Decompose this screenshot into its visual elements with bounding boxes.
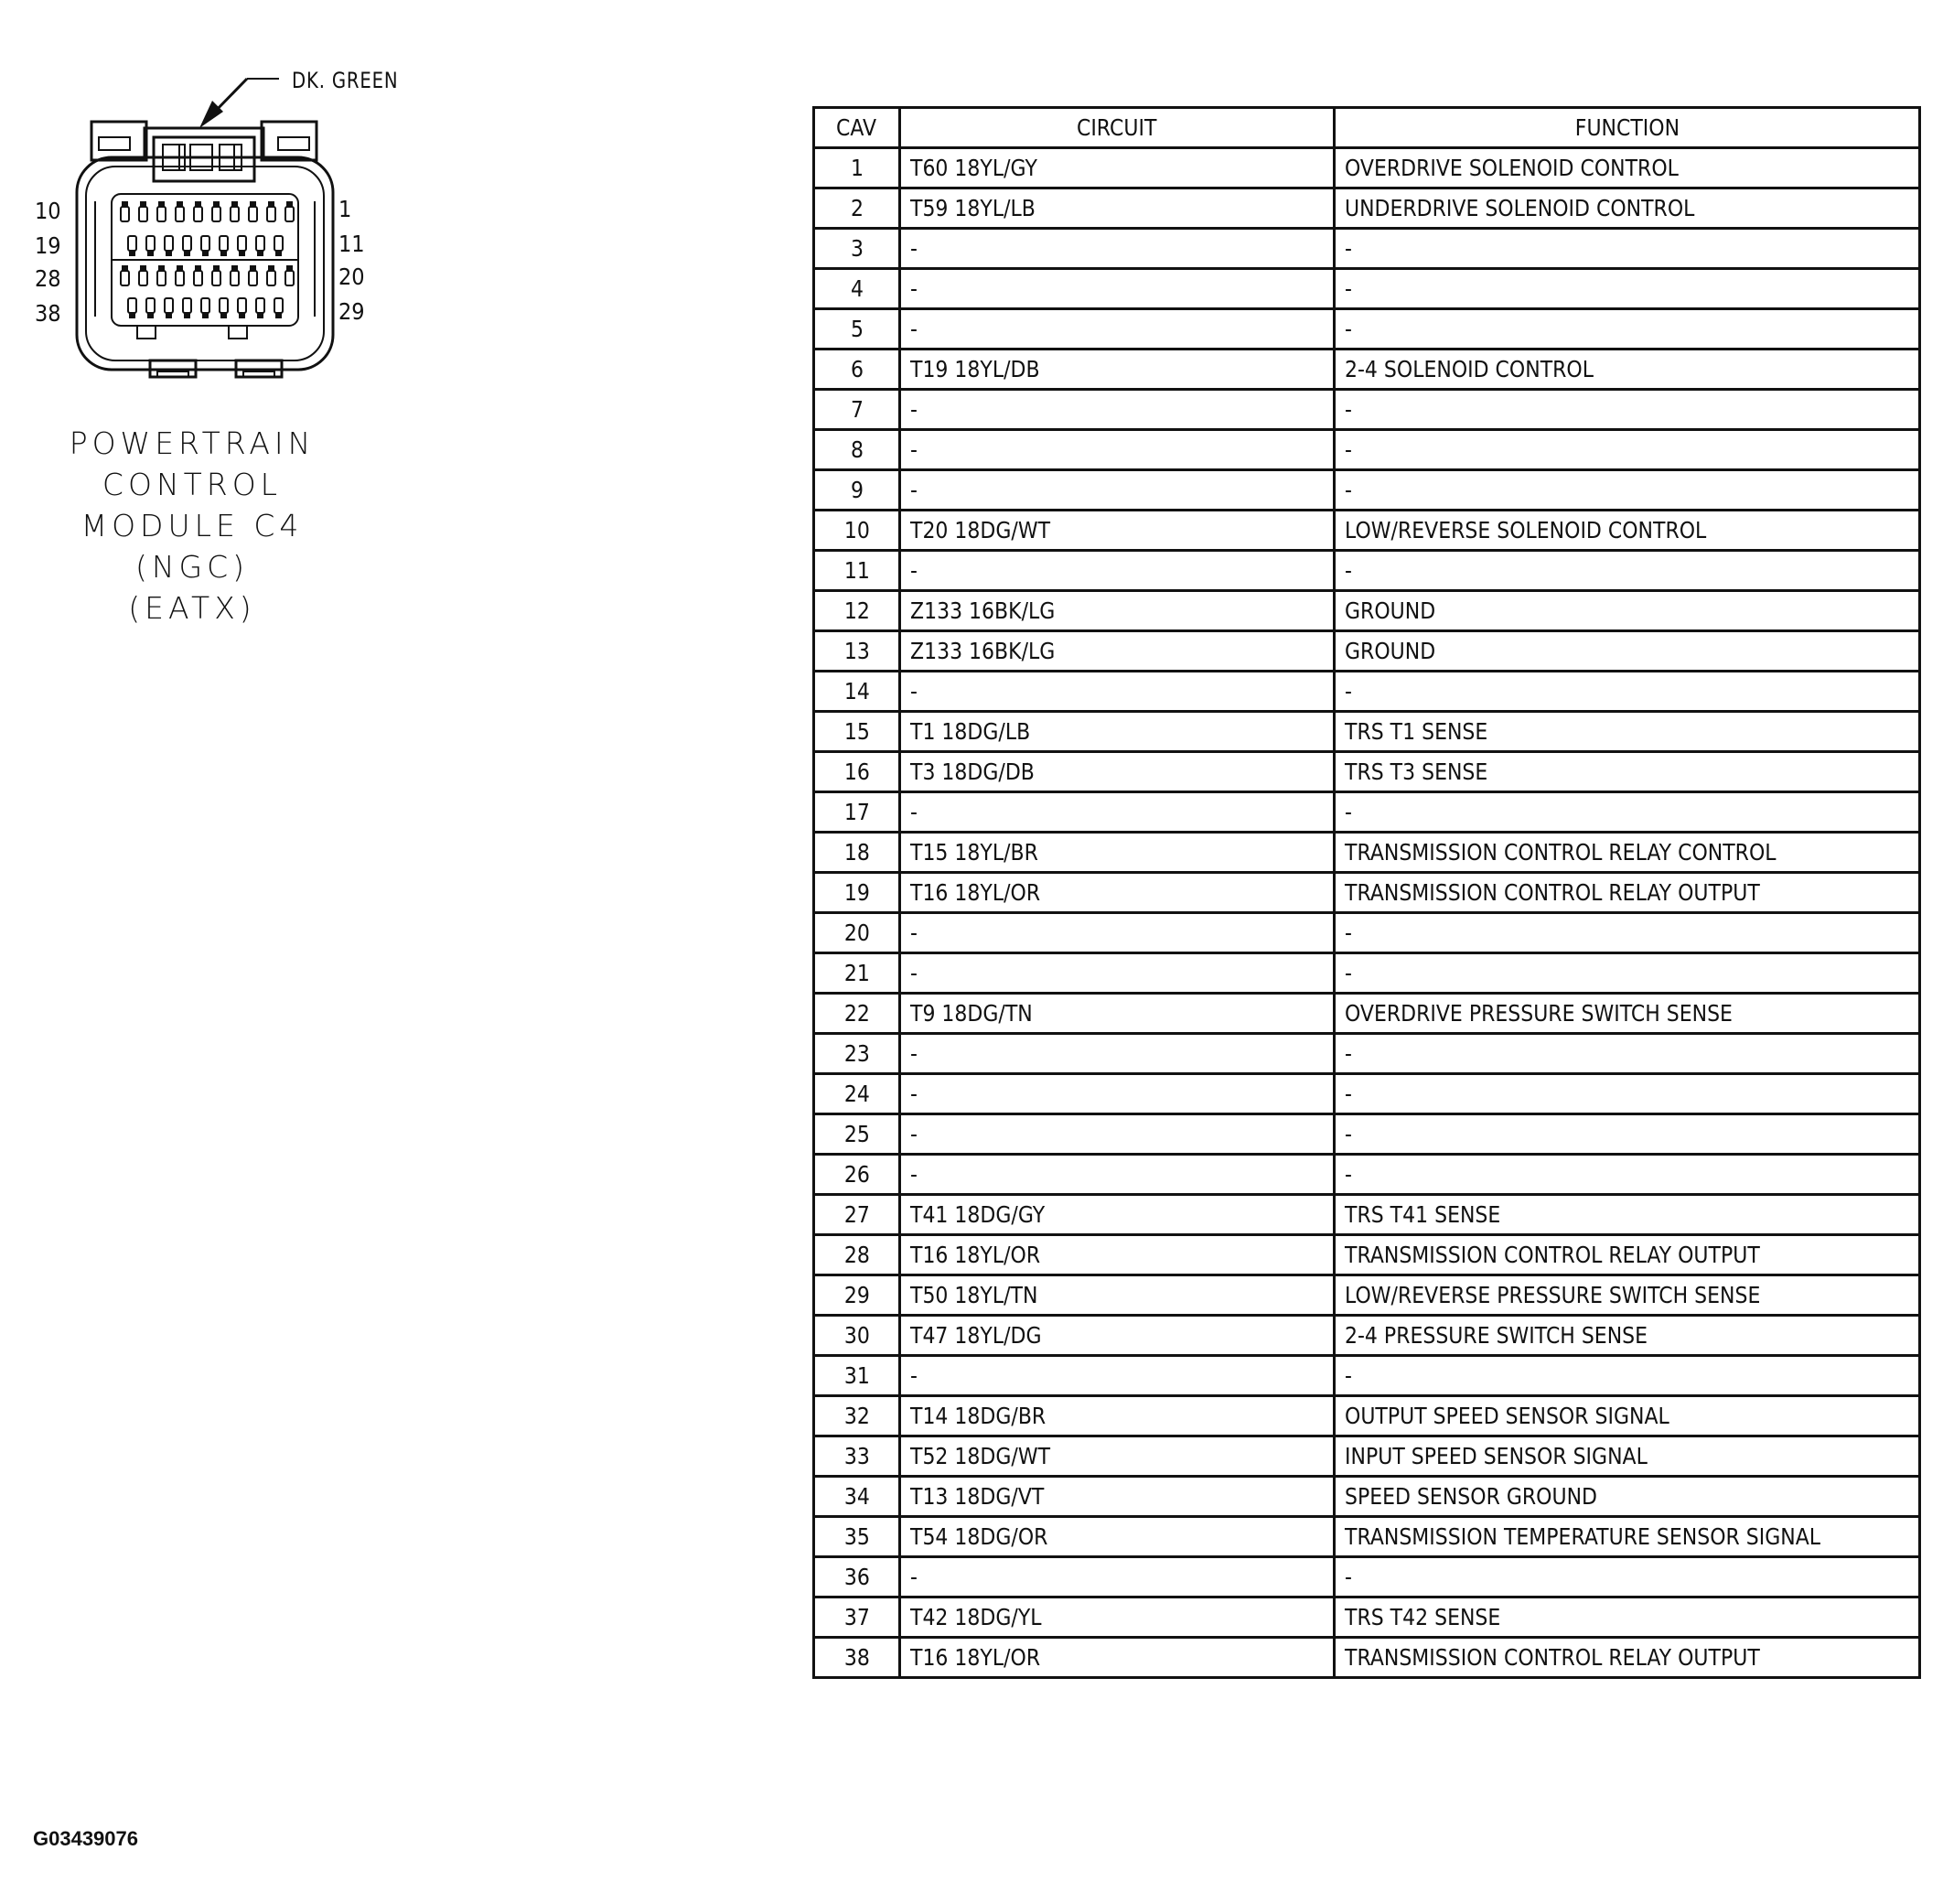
table-row	[814, 1114, 1920, 1155]
circuit-cell: T19 18YL/DB	[900, 350, 1335, 390]
pin-terminal	[176, 271, 184, 285]
function-cell: INPUT SPEED SENSOR SIGNAL	[1335, 1436, 1920, 1477]
function-cell: -	[1335, 430, 1920, 470]
connector-title-line-5: (EATX)	[128, 590, 256, 626]
function-cell: -	[1335, 792, 1920, 833]
function-cell: -	[1335, 229, 1920, 269]
function-cell: -	[1335, 1114, 1920, 1155]
circuit-cell: T9 18DG/TN	[900, 994, 1335, 1034]
function-cell: -	[1335, 551, 1920, 591]
cav-cell: 29	[814, 1275, 900, 1316]
pin-latch	[221, 313, 226, 317]
pin-latch	[221, 251, 226, 255]
circuit-cell: -	[900, 551, 1335, 591]
cav-cell: 2	[814, 188, 900, 229]
table-row	[814, 350, 1920, 390]
pin-terminal	[194, 207, 202, 221]
cav-cell: 9	[814, 470, 900, 511]
header-function: FUNCTION	[1335, 108, 1920, 148]
circuit-cell: T16 18YL/OR	[900, 1638, 1335, 1678]
figure-id: G03439076	[33, 1827, 138, 1850]
cav-cell: 20	[814, 913, 900, 953]
pin-latch	[141, 266, 145, 271]
function-cell: TRS T3 SENSE	[1335, 752, 1920, 792]
connector-face-diagram	[0, 0, 476, 421]
function-cell: OVERDRIVE SOLENOID CONTROL	[1335, 148, 1920, 188]
pin-latch	[166, 313, 171, 317]
pin-terminal	[256, 236, 264, 251]
table-row	[814, 1235, 1920, 1275]
pin-latch	[159, 266, 164, 271]
cav-cell: 10	[814, 511, 900, 551]
cav-cell: 1	[814, 148, 900, 188]
circuit-cell: -	[900, 1034, 1335, 1074]
pin-latch	[258, 313, 263, 317]
pin-terminal	[267, 271, 275, 285]
cav-cell: 18	[814, 833, 900, 873]
table-row	[814, 551, 1920, 591]
cav-cell: 37	[814, 1597, 900, 1638]
table-row	[814, 188, 1920, 229]
pin-terminal	[201, 298, 209, 313]
pin-latch	[276, 313, 281, 317]
pin-latch	[240, 251, 244, 255]
circuit-cell: T3 18DG/DB	[900, 752, 1335, 792]
circuit-cell: T20 18DG/WT	[900, 511, 1335, 551]
function-cell: LOW/REVERSE PRESSURE SWITCH SENSE	[1335, 1275, 1920, 1316]
circuit-cell: T41 18DG/GY	[900, 1195, 1335, 1235]
circuit-cell: -	[900, 309, 1335, 350]
function-cell: 2-4 SOLENOID CONTROL	[1335, 350, 1920, 390]
cav-cell: 33	[814, 1436, 900, 1477]
connector-title-line-2: CONTROL	[102, 467, 283, 502]
table-row	[814, 913, 1920, 953]
circuit-cell: T52 18DG/WT	[900, 1436, 1335, 1477]
table-row	[814, 1316, 1920, 1356]
table-row	[814, 1074, 1920, 1114]
pin-terminal	[274, 298, 283, 313]
pin-latch	[287, 202, 292, 207]
pin-latch	[166, 251, 171, 255]
function-cell: -	[1335, 309, 1920, 350]
cav-cell: 12	[814, 591, 900, 631]
function-cell: -	[1335, 1557, 1920, 1597]
pinout-table	[812, 106, 1921, 1679]
function-cell: -	[1335, 390, 1920, 430]
pin-terminal	[121, 271, 129, 285]
cav-cell: 36	[814, 1557, 900, 1597]
cav-cell: 24	[814, 1074, 900, 1114]
cav-cell: 25	[814, 1114, 900, 1155]
pin-label-right-1: 1	[338, 196, 352, 222]
table-row	[814, 1436, 1920, 1477]
pin-terminal	[146, 298, 155, 313]
pin-latch	[123, 202, 127, 207]
table-row	[814, 994, 1920, 1034]
pin-latch	[214, 266, 219, 271]
pin-latch	[240, 313, 244, 317]
pin-terminal	[238, 236, 246, 251]
table-row	[814, 792, 1920, 833]
circuit-cell: -	[900, 1557, 1335, 1597]
pin-latch	[177, 202, 182, 207]
circuit-cell: T42 18DG/YL	[900, 1597, 1335, 1638]
table-row	[814, 672, 1920, 712]
table-row	[814, 1557, 1920, 1597]
pin-label-right-4: 29	[338, 298, 365, 325]
function-cell: OVERDRIVE PRESSURE SWITCH SENSE	[1335, 994, 1920, 1034]
circuit-cell: -	[900, 953, 1335, 994]
pin-latch	[148, 313, 153, 317]
table-row	[814, 309, 1920, 350]
circuit-cell: T13 18DG/VT	[900, 1477, 1335, 1517]
circuit-cell: Z133 16BK/LG	[900, 631, 1335, 672]
pin-label-left-3: 28	[35, 265, 61, 292]
cav-cell: 14	[814, 672, 900, 712]
table-row	[814, 511, 1920, 551]
pin-latch	[196, 266, 200, 271]
circuit-cell: -	[900, 229, 1335, 269]
cav-cell: 21	[814, 953, 900, 994]
table-row	[814, 148, 1920, 188]
table-row	[814, 1517, 1920, 1557]
pin-terminal	[238, 298, 246, 313]
function-cell: -	[1335, 269, 1920, 309]
connector-title-line-3: MODULE C4	[81, 508, 304, 543]
circuit-cell: -	[900, 470, 1335, 511]
table-row	[814, 1477, 1920, 1517]
cav-cell: 35	[814, 1517, 900, 1557]
pin-latch	[269, 266, 274, 271]
table-row	[814, 873, 1920, 913]
circuit-cell: -	[900, 1074, 1335, 1114]
cav-cell: 31	[814, 1356, 900, 1396]
cav-cell: 28	[814, 1235, 900, 1275]
pin-terminal	[176, 207, 184, 221]
circuit-cell: T16 18YL/OR	[900, 873, 1335, 913]
table-header-row	[814, 108, 1920, 148]
cav-cell: 16	[814, 752, 900, 792]
circuit-cell: T50 18YL/TN	[900, 1275, 1335, 1316]
pin-terminal	[183, 298, 191, 313]
function-cell: TRS T1 SENSE	[1335, 712, 1920, 752]
cav-cell: 30	[814, 1316, 900, 1356]
pin-terminal	[139, 271, 147, 285]
function-cell: OUTPUT SPEED SENSOR SIGNAL	[1335, 1396, 1920, 1436]
function-cell: TRANSMISSION TEMPERATURE SENSOR SIGNAL	[1335, 1517, 1920, 1557]
cav-cell: 23	[814, 1034, 900, 1074]
pin-latch	[148, 251, 153, 255]
header-cav: CAV	[814, 108, 900, 148]
connector-title-line-1: POWERTRAIN	[69, 425, 316, 461]
pin-latch	[214, 202, 219, 207]
pin-terminal	[285, 207, 294, 221]
table-row	[814, 1356, 1920, 1396]
circuit-cell: T15 18YL/BR	[900, 833, 1335, 873]
circuit-cell: -	[900, 792, 1335, 833]
cav-cell: 34	[814, 1477, 900, 1517]
pin-latch	[258, 251, 263, 255]
function-cell: -	[1335, 913, 1920, 953]
circuit-cell: -	[900, 269, 1335, 309]
circuit-cell: -	[900, 430, 1335, 470]
cav-cell: 11	[814, 551, 900, 591]
pin-latch	[130, 251, 134, 255]
pin-terminal	[157, 207, 166, 221]
circuit-cell: -	[900, 1356, 1335, 1396]
function-cell: -	[1335, 1356, 1920, 1396]
function-cell: TRS T42 SENSE	[1335, 1597, 1920, 1638]
table-row	[814, 1155, 1920, 1195]
table-row	[814, 752, 1920, 792]
circuit-cell: -	[900, 672, 1335, 712]
pin-terminal	[146, 236, 155, 251]
pin-terminal	[194, 271, 202, 285]
header-circuit: CIRCUIT	[900, 108, 1335, 148]
cav-cell: 26	[814, 1155, 900, 1195]
connector-title	[37, 423, 348, 629]
circuit-cell: -	[900, 1114, 1335, 1155]
pin-latch	[203, 251, 208, 255]
cav-cell: 4	[814, 269, 900, 309]
table-row	[814, 430, 1920, 470]
pin-terminal	[212, 271, 220, 285]
function-cell: TRANSMISSION CONTROL RELAY CONTROL	[1335, 833, 1920, 873]
table-row	[814, 1195, 1920, 1235]
wire-color-callout: DK. GREEN	[292, 68, 399, 93]
pin-latch	[287, 266, 292, 271]
function-cell: -	[1335, 1074, 1920, 1114]
cav-cell: 15	[814, 712, 900, 752]
connector-title-line-4: (NGC)	[134, 549, 250, 585]
circuit-cell: -	[900, 390, 1335, 430]
function-cell: TRANSMISSION CONTROL RELAY OUTPUT	[1335, 1235, 1920, 1275]
function-cell: UNDERDRIVE SOLENOID CONTROL	[1335, 188, 1920, 229]
table-row	[814, 1396, 1920, 1436]
circuit-cell: T1 18DG/LB	[900, 712, 1335, 752]
circuit-cell: -	[900, 913, 1335, 953]
pin-terminal	[231, 271, 239, 285]
table-row	[814, 390, 1920, 430]
function-cell: GROUND	[1335, 631, 1920, 672]
cav-cell: 3	[814, 229, 900, 269]
table-row	[814, 269, 1920, 309]
pin-terminal	[249, 207, 257, 221]
circuit-cell: Z133 16BK/LG	[900, 591, 1335, 631]
cav-cell: 19	[814, 873, 900, 913]
pin-latch	[196, 202, 200, 207]
function-cell: -	[1335, 953, 1920, 994]
pin-latch	[203, 313, 208, 317]
pin-terminal	[165, 298, 173, 313]
pin-terminal	[201, 236, 209, 251]
table-row	[814, 1034, 1920, 1074]
function-cell: -	[1335, 1034, 1920, 1074]
function-cell: GROUND	[1335, 591, 1920, 631]
table-row	[814, 591, 1920, 631]
cav-cell: 27	[814, 1195, 900, 1235]
pin-terminal	[139, 207, 147, 221]
cav-cell: 6	[814, 350, 900, 390]
pin-terminal	[220, 236, 228, 251]
pin-latch	[185, 313, 189, 317]
circuit-cell: T59 18YL/LB	[900, 188, 1335, 229]
cav-cell: 17	[814, 792, 900, 833]
pin-latch	[251, 266, 255, 271]
pin-latch	[130, 313, 134, 317]
table-row	[814, 712, 1920, 752]
circuit-cell: T14 18DG/BR	[900, 1396, 1335, 1436]
table-row	[814, 229, 1920, 269]
pin-latch	[232, 266, 237, 271]
pin-label-left-2: 19	[35, 232, 61, 259]
function-cell: TRS T41 SENSE	[1335, 1195, 1920, 1235]
function-cell: 2-4 PRESSURE SWITCH SENSE	[1335, 1316, 1920, 1356]
pin-latch	[269, 202, 274, 207]
cav-cell: 38	[814, 1638, 900, 1678]
pin-terminal	[249, 271, 257, 285]
circuit-cell: T60 18YL/GY	[900, 148, 1335, 188]
cav-cell: 7	[814, 390, 900, 430]
function-cell: -	[1335, 470, 1920, 511]
circuit-cell: T16 18YL/OR	[900, 1235, 1335, 1275]
circuit-cell: T47 18YL/DG	[900, 1316, 1335, 1356]
table-row	[814, 631, 1920, 672]
pin-terminal	[165, 236, 173, 251]
table-row	[814, 1275, 1920, 1316]
pin-terminal	[220, 298, 228, 313]
pin-terminal	[128, 236, 136, 251]
function-cell: -	[1335, 672, 1920, 712]
table-row	[814, 833, 1920, 873]
pin-terminal	[256, 298, 264, 313]
pin-latch	[141, 202, 145, 207]
circuit-cell: T54 18DG/OR	[900, 1517, 1335, 1557]
pin-terminal	[157, 271, 166, 285]
pin-terminal	[121, 207, 129, 221]
pin-label-left-1: 10	[35, 198, 61, 224]
function-cell: TRANSMISSION CONTROL RELAY OUTPUT	[1335, 873, 1920, 913]
pin-latch	[185, 251, 189, 255]
pin-label-right-2: 11	[338, 231, 365, 257]
cav-cell: 8	[814, 430, 900, 470]
pin-latch	[159, 202, 164, 207]
cav-cell: 5	[814, 309, 900, 350]
pin-terminal	[274, 236, 283, 251]
pin-terminal	[212, 207, 220, 221]
pin-latch	[276, 251, 281, 255]
cav-cell: 13	[814, 631, 900, 672]
circuit-cell: -	[900, 1155, 1335, 1195]
pin-latch	[177, 266, 182, 271]
table-row	[814, 953, 1920, 994]
table-row	[814, 1638, 1920, 1678]
cav-cell: 32	[814, 1396, 900, 1436]
table-row	[814, 470, 1920, 511]
pinout-table-body	[814, 148, 1920, 1678]
cav-cell: 22	[814, 994, 900, 1034]
pin-label-right-3: 20	[338, 264, 365, 290]
function-cell: TRANSMISSION CONTROL RELAY OUTPUT	[1335, 1638, 1920, 1678]
function-cell: -	[1335, 1155, 1920, 1195]
pin-terminal	[183, 236, 191, 251]
pin-latch	[232, 202, 237, 207]
function-cell: SPEED SENSOR GROUND	[1335, 1477, 1920, 1517]
pin-terminal	[285, 271, 294, 285]
function-cell: LOW/REVERSE SOLENOID CONTROL	[1335, 511, 1920, 551]
pin-label-left-4: 38	[35, 300, 61, 327]
pin-latch	[123, 266, 127, 271]
pin-terminal	[231, 207, 239, 221]
pin-latch	[251, 202, 255, 207]
pin-terminal	[128, 298, 136, 313]
table-row	[814, 1597, 1920, 1638]
pin-terminal	[267, 207, 275, 221]
